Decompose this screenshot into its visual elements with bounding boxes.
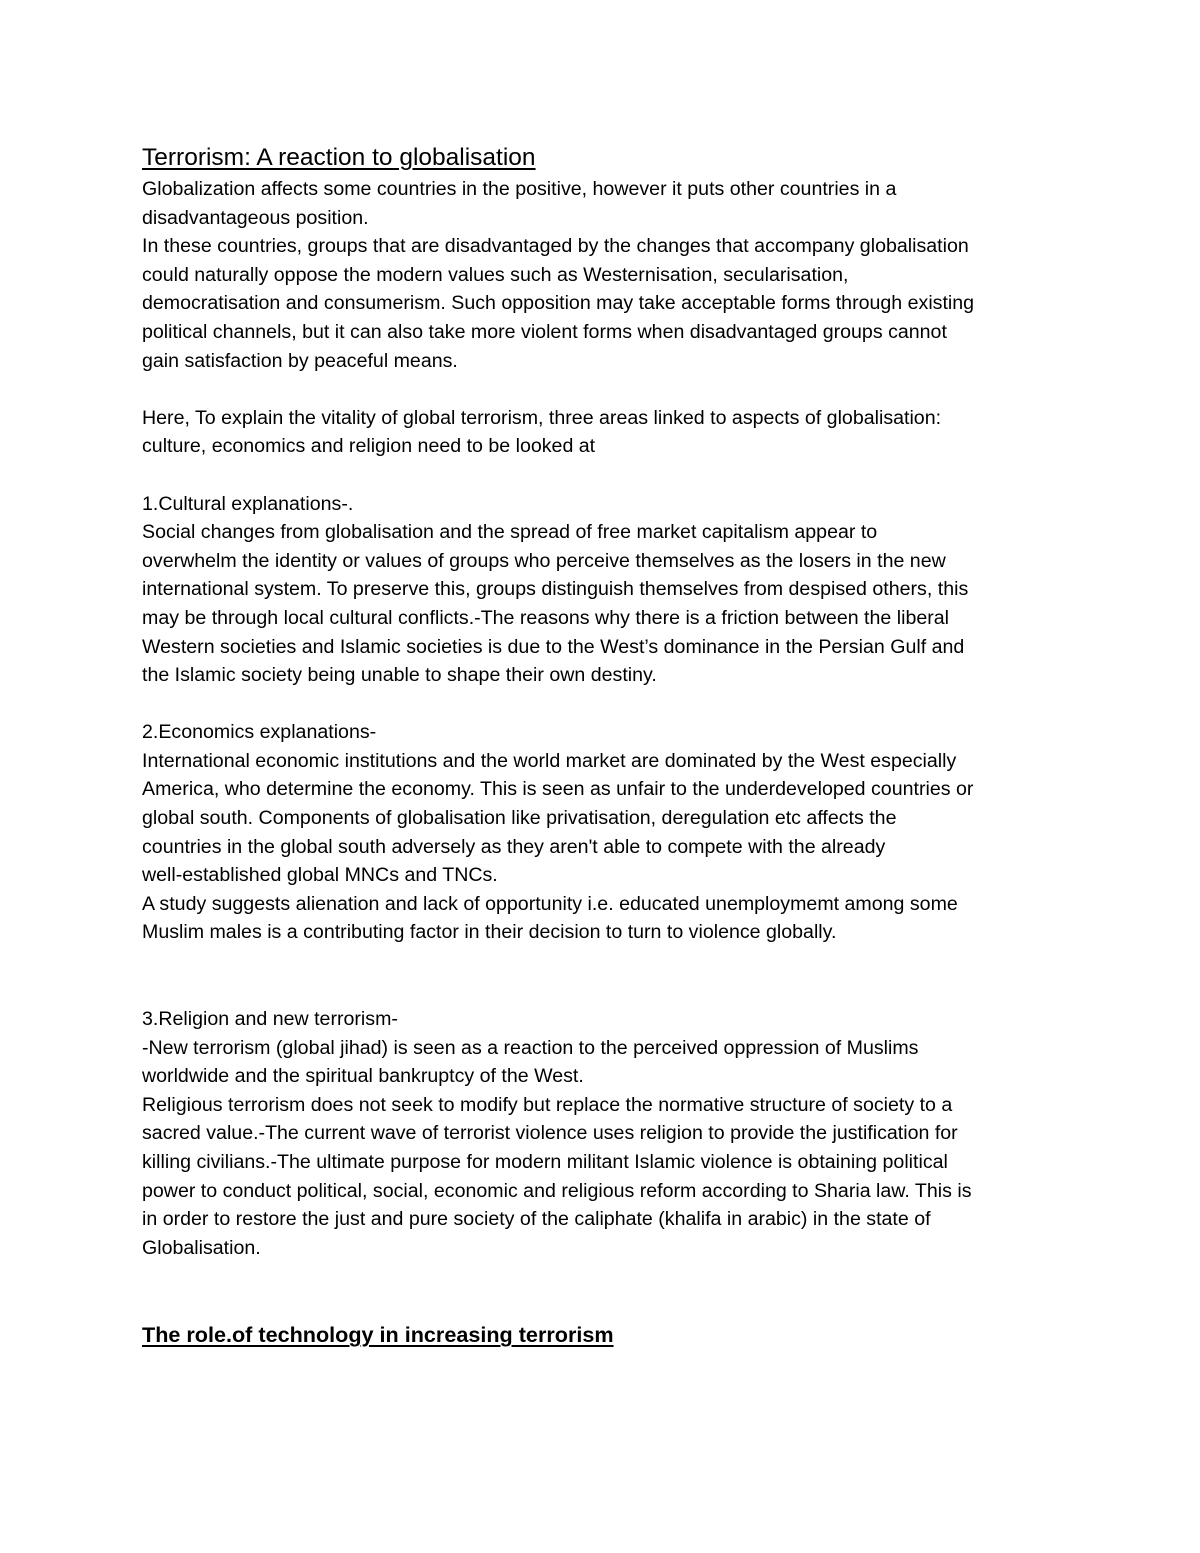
text-line: well-established global MNCs and TNCs. [142,864,498,887]
text-line: America, who determine the economy. This is seen as unfair to the underdeveloped countries or [142,778,974,801]
text-line: in order to restore the just and pure society of the caliphate (khalifa in arabic) in the state of [142,1208,931,1231]
text-line: could naturally oppose the modern values such as Westernisation, secularisation, [142,263,849,286]
text-line: overwhelm the identity or values of groups who perceive themselves as the losers in the new [142,549,946,572]
spacer [142,461,1072,490]
overview-paragraph [142,404,1072,461]
text-line: -New terrorism (global jihad) is seen as a reaction to the perceived oppression of Muslims [142,1036,919,1059]
text-line: A study suggests alienation and lack of opportunity i.e. educated unemploymemt among some [142,892,958,915]
text-line: power to conduct political, social, economic and religious reform according to Sharia law. This is [142,1179,972,1202]
text-line: democratisation and consumerism. Such opposition may take acceptable forms through existing [142,292,975,315]
text-line: international system. To preserve this, groups distinguish themselves from despised others, this [142,578,969,601]
text-line: may be through local cultural conflicts.-The reasons why there is a friction between the liberal [142,606,950,629]
text-line: Muslim males is a contributing factor in their decision to turn to violence globally. [142,921,837,944]
text-line: Religious terrorism does not seek to modify but replace the normative structure of society to a [142,1093,953,1116]
text-line: the Islamic society being unable to shape their own destiny. [142,664,657,687]
spacer [142,1262,1072,1320]
cultural-section [142,490,1072,690]
section-heading: 2.Economics explanations- [142,721,377,744]
text-line: culture, economics and religion need to be looked at [142,435,596,458]
text-line: In these countries, groups that are disadvantaged by the changes that accompany globalisation [142,235,969,258]
text-line: Globalization affects some countries in the positive, however it puts other countries in a [142,178,897,200]
intro-paragraph [142,175,1072,375]
spacer [142,375,1072,404]
religion-section [142,1005,1072,1262]
text-line: sacred value.-The current wave of terrorist violence uses religion to provide the justification for [142,1122,958,1145]
text-line: worldwide and the spiritual bankruptcy of the West. [142,1065,584,1088]
text-line: political channels, but it can also take more violent forms when disadvantaged groups cannot [142,320,947,343]
text-line: Western societies and Islamic societies is due to the West’s dominance in the Persian Gulf and [142,635,965,658]
text-line: gain satisfaction by peaceful means. [142,349,458,372]
text-line: Social changes from globalisation and the spread of free market capitalism appear to [142,521,878,544]
spacer [142,690,1072,719]
text-line: International economic institutions and the world market are dominated by the West especially [142,749,957,772]
text-line: disadvantageous position. [142,206,369,229]
document-title: Terrorism: A reaction to globalisation [142,144,536,171]
text-line: Here, To explain the vitality of global terrorism, three areas linked to aspects of globalisation: [142,406,942,429]
document-body [142,141,1072,1350]
text-line: killing civilians.-The ultimate purpose for modern militant Islamic violence is obtaining political [142,1151,948,1173]
section-heading: 1.Cultural explanations-. [142,492,354,515]
spacer [142,947,1072,1005]
section-heading: 3.Religion and new terrorism- [142,1008,398,1031]
text-line: countries in the global south adversely as they aren't able to compete with the already [142,835,886,858]
next-section-heading: The role.of technology in increasing terrorism [142,1322,614,1348]
text-line: Globalisation. [142,1236,261,1259]
text-line: global south. Components of globalisation like privatisation, deregulation etc affects the [142,807,897,830]
economics-section [142,718,1072,947]
